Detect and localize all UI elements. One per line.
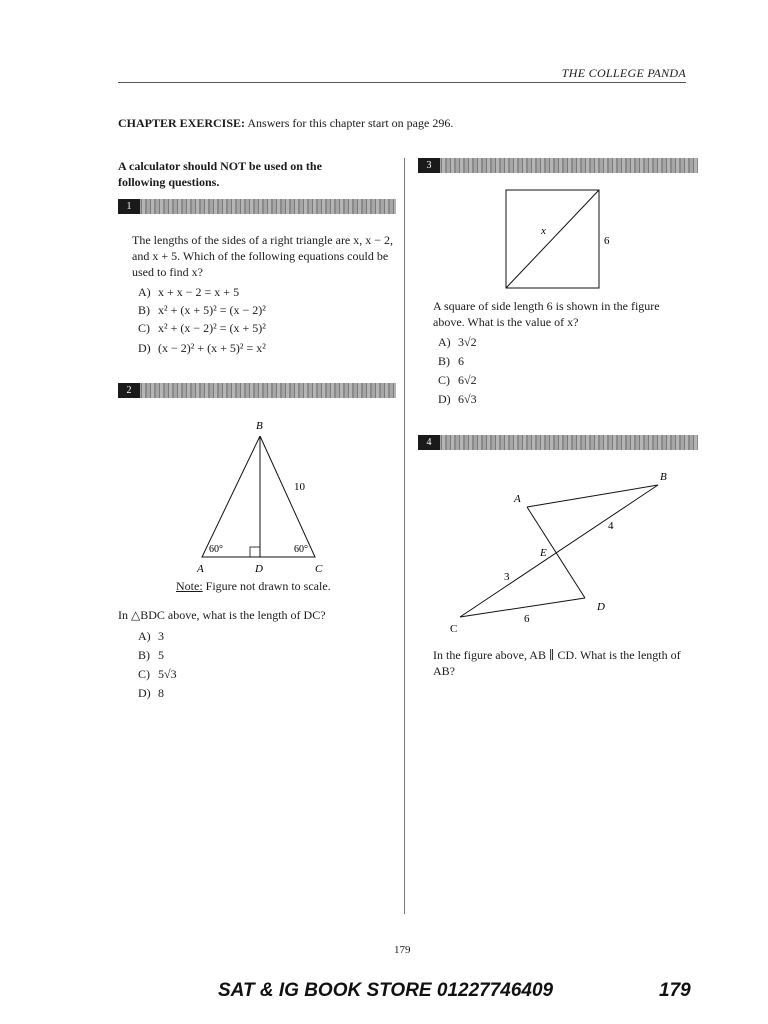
square-figure xyxy=(500,184,620,294)
segment-cd xyxy=(460,598,585,617)
square-diagonal xyxy=(506,190,599,288)
question-2-bar xyxy=(118,383,396,398)
intersecting-segments-figure xyxy=(440,465,680,640)
length-eb-label: 4 xyxy=(608,520,614,532)
chapter-label: CHAPTER EXERCISE: xyxy=(118,116,246,130)
right-angle-marker xyxy=(250,547,260,557)
question-1-bar xyxy=(118,199,396,214)
point-b-label: B xyxy=(660,471,667,483)
point-c-label: C xyxy=(450,623,458,635)
footer-page: 179 xyxy=(659,980,691,1001)
footer-store: SAT & IG BOOK STORE 01227746409 xyxy=(218,980,554,1001)
angle-c-label: 60° xyxy=(294,544,308,555)
question-4-stem: In the figure above, AB ∥ CD. What is the length of AB? xyxy=(433,648,681,678)
triangle-bdc-figure xyxy=(190,412,340,580)
length-ce-label: 3 xyxy=(504,571,510,583)
question-2-choice-c[interactable]: C) 5√3 xyxy=(138,667,177,681)
question-2-choice-b[interactable]: B) 5 xyxy=(138,648,164,662)
chapter-line xyxy=(118,116,453,131)
side-bc-label: 10 xyxy=(294,481,305,493)
angle-a-label: 60° xyxy=(209,544,223,555)
side-label: 6 xyxy=(604,235,610,247)
figure-note: Note: Figure not drawn to scale. xyxy=(176,579,331,593)
question-2-choice-d[interactable]: D) 8 xyxy=(138,686,164,700)
column-divider xyxy=(404,158,405,914)
question-1-choice-d[interactable]: D) (x − 2)² + (x + 5)² = x² xyxy=(138,341,266,355)
question-3-choice-b[interactable]: B) 6 xyxy=(438,354,464,368)
question-4-number: 4 xyxy=(418,435,440,450)
running-title: THE COLLEGE PANDA xyxy=(561,66,686,80)
vertex-b-label: B xyxy=(256,420,263,432)
segment-cb xyxy=(460,485,658,617)
question-2-choice-a[interactable]: A) 3 xyxy=(138,629,164,643)
diagonal-label: x xyxy=(541,225,546,237)
vertex-d-label: D xyxy=(255,563,263,575)
question-3-choice-d[interactable]: D) 6√3 xyxy=(438,392,477,406)
question-1-choice-a[interactable]: A) x + x − 2 = x + 5 xyxy=(138,285,240,299)
question-3-choice-c[interactable]: C) 6√2 xyxy=(438,373,477,387)
question-4-bar xyxy=(418,435,698,450)
triangle-outline xyxy=(202,436,315,557)
segment-ab xyxy=(527,485,658,507)
question-1-number: 1 xyxy=(118,199,140,214)
page-number: 179 xyxy=(394,944,411,956)
vertex-a-label: A xyxy=(197,563,204,575)
question-2-number: 2 xyxy=(118,383,140,398)
calculator-instruction: A calculator should NOT be used on the following questions. xyxy=(118,159,322,189)
chapter-text: Answers for this chapter start on page 296. xyxy=(245,116,454,130)
question-2-stem: In △BDC above, what is the length of DC? xyxy=(118,608,326,622)
question-3-bar xyxy=(418,158,698,173)
vertex-c-label: C xyxy=(315,563,323,575)
point-e-label: E xyxy=(540,547,547,559)
question-3-choice-a[interactable]: A) 3√2 xyxy=(438,335,477,349)
point-a-label: A xyxy=(514,493,521,505)
question-1-choice-b[interactable]: B) x² + (x + 5)² = (x − 2)² xyxy=(138,303,266,317)
length-cd-label: 6 xyxy=(524,613,530,625)
question-3-stem: A square of side length 6 is shown in the figure above. What is the value of x? xyxy=(433,299,660,329)
point-d-label: D xyxy=(597,601,605,613)
question-1-choice-c[interactable]: C) x² + (x − 2)² = (x + 5)² xyxy=(138,321,266,335)
header-rule xyxy=(118,82,686,83)
question-3-number: 3 xyxy=(418,158,440,173)
question-1-stem: The lengths of the sides of a right triangle are x, x − 2, and x + 5. Which of the following equations could be used to find x? xyxy=(132,233,394,279)
